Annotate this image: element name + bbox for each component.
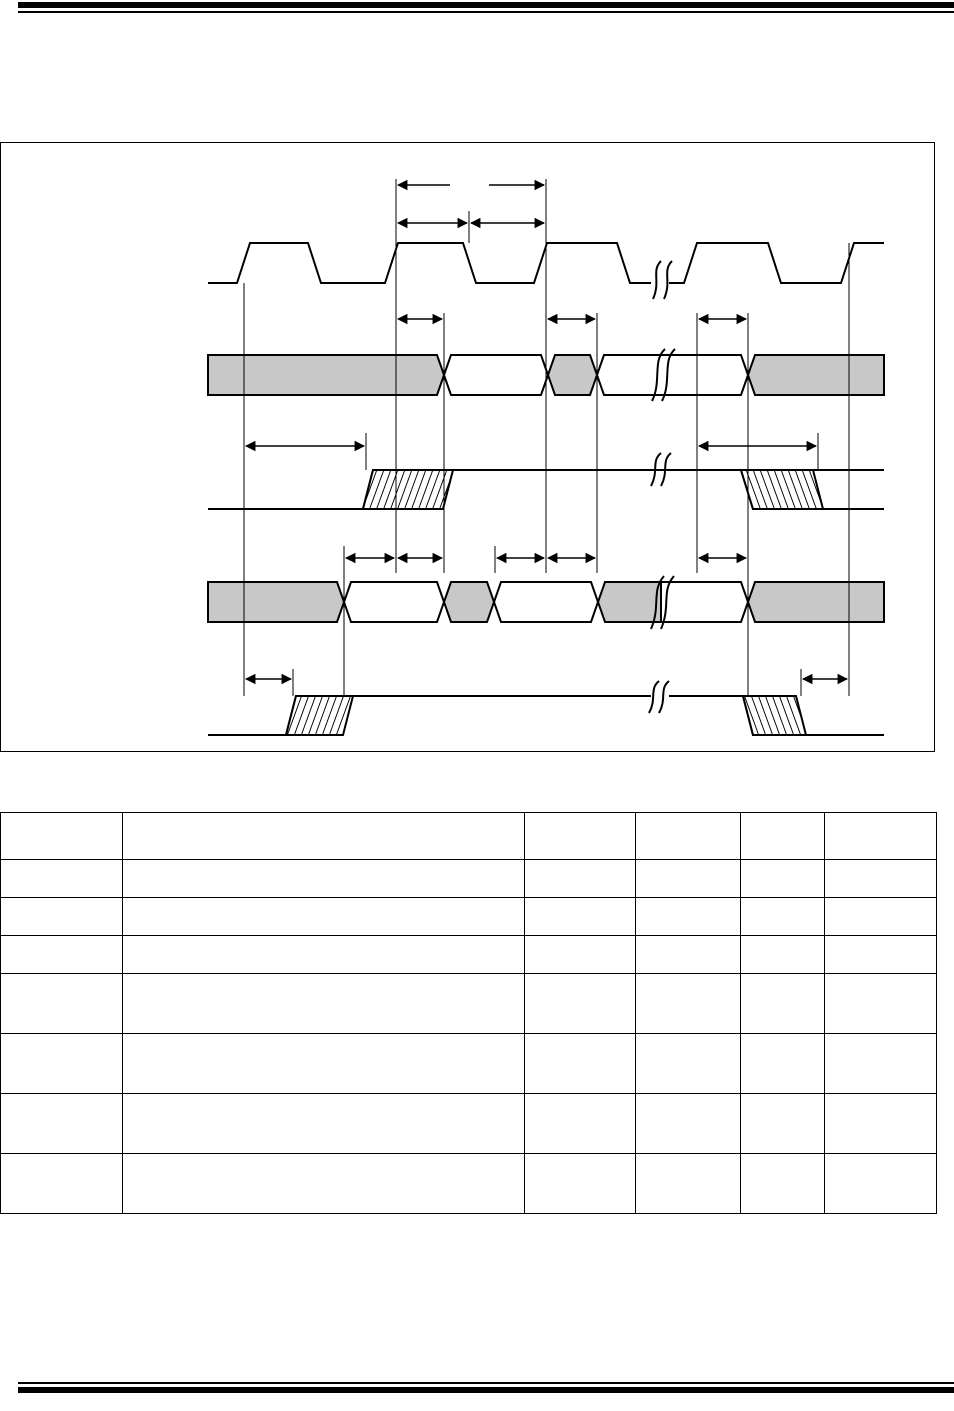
table-cell xyxy=(636,898,741,936)
header-cell xyxy=(1,813,123,860)
table-row xyxy=(1,1094,937,1154)
bus-b-shaded-3 xyxy=(598,582,661,622)
table-header-row xyxy=(1,813,937,860)
bus-b-valid-1 xyxy=(344,582,444,622)
enable-b-fall-hatch xyxy=(743,696,806,735)
table-cell xyxy=(123,1094,525,1154)
table-cell xyxy=(525,1094,636,1154)
timing-spec-table xyxy=(0,812,937,1214)
timing-diagram-frame xyxy=(0,142,935,752)
table-cell xyxy=(1,936,123,974)
enable-b-break-mark xyxy=(649,681,669,713)
enable-b-rise-hatch xyxy=(286,696,353,735)
footer-rule-thin xyxy=(18,1382,954,1384)
header-rule-thin xyxy=(18,11,954,13)
header-cell xyxy=(525,813,636,860)
table-cell xyxy=(525,898,636,936)
table-cell xyxy=(123,974,525,1034)
table-cell xyxy=(525,1034,636,1094)
table-cell xyxy=(123,1154,525,1214)
table-row xyxy=(1,1034,937,1094)
table-cell xyxy=(825,936,937,974)
table-cell xyxy=(525,860,636,898)
table-cell xyxy=(1,898,123,936)
table-cell xyxy=(741,936,825,974)
table-cell xyxy=(741,1154,825,1214)
table-cell xyxy=(525,936,636,974)
bus-b-shaded-2 xyxy=(444,582,494,622)
header-rule-thick xyxy=(18,2,954,8)
bus-b-shaded-1 xyxy=(208,582,344,622)
table-cell xyxy=(525,974,636,1034)
table-cell xyxy=(825,1154,937,1214)
bus-a-shaded-1 xyxy=(208,355,444,395)
bus-b-valid-2 xyxy=(494,582,598,622)
bus-a-valid-1 xyxy=(444,355,548,395)
table-cell xyxy=(636,860,741,898)
clock-break-mark xyxy=(653,261,672,299)
enable-a-rise-hatch xyxy=(363,470,453,509)
table-cell xyxy=(123,936,525,974)
table-cell xyxy=(636,1034,741,1094)
table-cell xyxy=(1,1094,123,1154)
table-cell xyxy=(123,1034,525,1094)
table-cell xyxy=(123,860,525,898)
table-cell xyxy=(636,1154,741,1214)
timing-diagram xyxy=(1,143,934,751)
table-cell xyxy=(825,1094,937,1154)
table-cell xyxy=(636,974,741,1034)
bus-a-shaded-2 xyxy=(548,355,597,395)
bus-b-valid-3 xyxy=(661,582,748,622)
table-cell xyxy=(123,898,525,936)
table-row xyxy=(1,974,937,1034)
table-cell xyxy=(741,1034,825,1094)
table-cell xyxy=(825,1034,937,1094)
table-cell xyxy=(636,1094,741,1154)
table-cell xyxy=(525,1154,636,1214)
table-cell xyxy=(825,898,937,936)
table-cell xyxy=(825,974,937,1034)
table-cell xyxy=(1,860,123,898)
table-row xyxy=(1,898,937,936)
table-cell xyxy=(1,974,123,1034)
table-cell xyxy=(741,1094,825,1154)
header-cell xyxy=(636,813,741,860)
table-cell xyxy=(741,898,825,936)
table-cell xyxy=(1,1034,123,1094)
table-row xyxy=(1,860,937,898)
enable-a-fall-hatch xyxy=(741,470,823,509)
table-row xyxy=(1,1154,937,1214)
header-cell xyxy=(123,813,525,860)
table-cell xyxy=(741,860,825,898)
header-cell xyxy=(825,813,937,860)
footer-rule-thick xyxy=(18,1387,954,1393)
table-cell xyxy=(1,1154,123,1214)
header-cell xyxy=(741,813,825,860)
table-row xyxy=(1,936,937,974)
table-cell xyxy=(636,936,741,974)
bus-a-valid-2 xyxy=(597,355,748,395)
bus-b-shaded-4 xyxy=(748,582,884,622)
bus-a-shaded-3 xyxy=(748,355,884,395)
table-cell xyxy=(825,860,937,898)
table-cell xyxy=(741,974,825,1034)
